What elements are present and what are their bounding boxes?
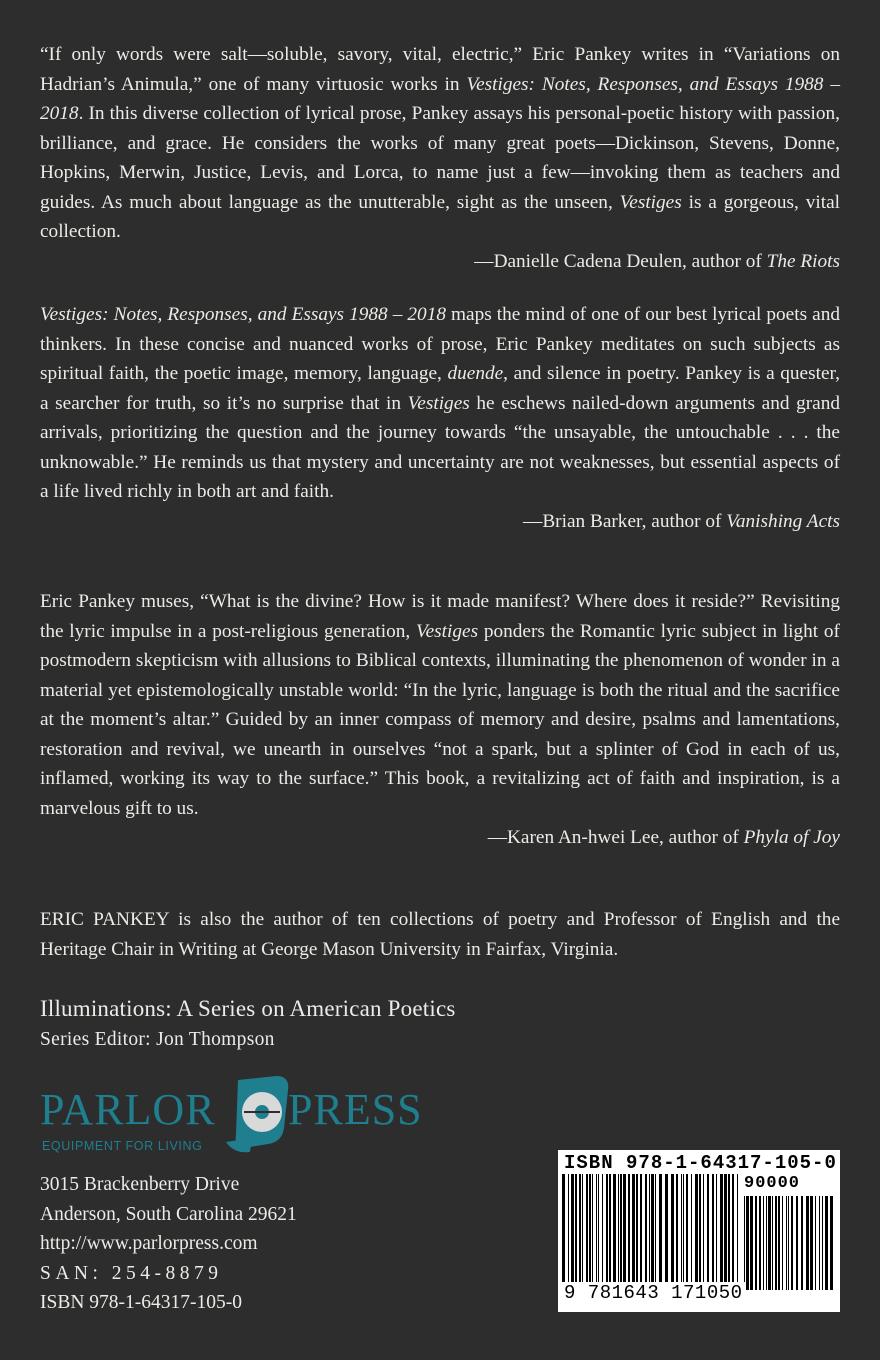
barcode-bar — [788, 1196, 789, 1290]
barcode-bar — [737, 1174, 738, 1290]
scroll-emblem-icon — [226, 1076, 288, 1152]
barcode-bar — [645, 1174, 647, 1290]
blurb-barker — [40, 300, 840, 536]
barcode-bar — [671, 1174, 674, 1290]
text-run: , and silence in poetry. Pankey is a quester, a searcher for truth, so it’s no surprise that in — [40, 363, 841, 414]
attribution-book-title: Vanishing Acts — [726, 510, 840, 532]
barcode-bar — [732, 1174, 734, 1290]
attribution-author: —Brian Barker, author of — [523, 510, 727, 532]
barcode-bar — [746, 1196, 749, 1290]
barcode-bar — [568, 1174, 569, 1290]
barcode-bar — [651, 1174, 654, 1290]
italic-run: duende — [447, 363, 504, 384]
blurb-text — [40, 591, 840, 819]
barcode-price-code: 90000 — [744, 1174, 801, 1193]
barcode-bar — [686, 1174, 688, 1290]
barcode-bar — [579, 1174, 581, 1290]
barcode-addon-bars — [744, 1196, 834, 1290]
barcode-bar — [782, 1196, 783, 1290]
barcode-bar — [602, 1174, 603, 1290]
address-line-1: 3015 Brackenberry Drive — [40, 1174, 240, 1195]
barcode-bar — [676, 1174, 678, 1290]
barcode-bar — [786, 1196, 787, 1290]
barcode-bar — [606, 1174, 608, 1290]
blurb-lee — [40, 587, 840, 853]
barcode-bar — [825, 1196, 828, 1290]
attribution-author: —Danielle Cadena Deulen, author of — [474, 250, 767, 272]
address-line-2: Anderson, South Carolina 29621 — [40, 1203, 297, 1225]
isbn-barcode — [558, 1150, 840, 1312]
barcode-bar — [744, 1196, 745, 1290]
blurb-text — [40, 44, 840, 242]
blurb-attribution — [40, 507, 840, 537]
text-run: is a gorgeous, vital collection. — [40, 191, 840, 242]
barcode-bar — [720, 1174, 723, 1290]
barcode-bar — [649, 1174, 650, 1290]
barcode-bar — [613, 1174, 616, 1290]
barcode-bar — [640, 1174, 642, 1290]
barcode-bar — [712, 1174, 714, 1290]
barcode-bar — [791, 1196, 793, 1290]
barcode-bar — [589, 1174, 591, 1290]
blurb-text — [40, 304, 840, 502]
series-title: Illuminations: A Series on American Poetics — [40, 996, 456, 1021]
publisher-address-block — [40, 1170, 297, 1318]
barcode-bar — [766, 1196, 767, 1290]
barcode-bar — [750, 1196, 753, 1290]
blurb-attribution — [40, 823, 840, 853]
barcode-bar — [691, 1174, 692, 1290]
publisher-isbn: ISBN 978-1-64317-105-0 — [40, 1292, 243, 1313]
barcode-bar — [623, 1174, 626, 1290]
barcode-bar — [632, 1174, 635, 1290]
text-run: . In this diverse collection of lyrical prose, Pankey assays his personal-poetic history with passion, brilliance, and grace. He considers the works of many great poets—Dickinson, Stevens, Donne, Hopkins, Merwin, Justice, Levis, and Lorca, to name just a few—invoking them as teachers and guides. As much about language as the unutterable, sight as the unseen, — [40, 103, 840, 213]
barcode-bar — [815, 1196, 816, 1290]
text-run: he eschews nailed-down arguments and grand arrivals, prioritizing the question and the journey towards “the unsayable, the untouchable . . . the unknowable.” He reminds us that mystery and uncertainty are not weaknesses, but essential aspects of a life lived richly in both art and faith. — [40, 392, 841, 502]
barcode-bar — [759, 1196, 761, 1290]
barcode-bar — [819, 1196, 820, 1290]
italic-run: Vestiges — [415, 620, 479, 642]
barcode-bar — [592, 1174, 593, 1290]
barcode-bar — [768, 1196, 771, 1290]
barcode-bar — [586, 1174, 588, 1290]
barcode-bar — [755, 1196, 757, 1290]
logo-tagline: EQUIPMENT FOR LIVING — [42, 1139, 203, 1153]
barcode-bar — [575, 1174, 577, 1290]
barcode-bar — [778, 1196, 780, 1290]
text-run: maps the mind of one of our best lyrical poets and thinkers. In these concise and nuanced works of prose, Eric Pankey meditates on such subjects as spiritual faith, the poetic image, memory, language, — [40, 304, 840, 384]
barcode-bar — [636, 1174, 638, 1290]
barcode-bar — [659, 1174, 662, 1290]
barcode-isbn-label: ISBN 978-1-64317-105-0 — [564, 1152, 837, 1174]
barcode-bar — [609, 1174, 611, 1290]
barcode-bar — [681, 1174, 682, 1290]
barcode-bar — [728, 1174, 730, 1290]
barcode-bar — [571, 1174, 574, 1290]
barcode-bar — [598, 1174, 599, 1290]
barcode-bar — [618, 1174, 619, 1290]
barcode-bar — [683, 1174, 684, 1290]
text-run: Eric Pankey muses, “What is the divine? How is it made manifest? Where does it reside?” Revisiting the lyric impulse in a post-religious generation, — [40, 591, 840, 642]
barcode-main-bars — [562, 1174, 738, 1290]
barcode-bar — [695, 1174, 698, 1290]
italic-run: Vestiges: Notes, Responses, and Essays 1988 – 2018 — [40, 304, 446, 325]
series-editor: Series Editor: Jon Thompson — [40, 1029, 275, 1050]
publisher-san: SAN: 254-8879 — [40, 1262, 223, 1284]
barcode-bar — [582, 1174, 583, 1290]
text-run: “If only words were salt—soluble, savory, vital, electric,” Eric Pankey writes in “Variations on Hadrian’s Animula,” one of many virtuosic works in — [40, 44, 840, 95]
barcode-bar — [775, 1196, 777, 1290]
attribution-book-title: The Riots — [766, 250, 840, 272]
barcode-bar — [596, 1174, 597, 1290]
barcode-bar — [562, 1174, 565, 1290]
logo-word-parlor: PARLOR — [40, 1085, 216, 1134]
barcode-bar — [620, 1174, 622, 1290]
barcode-bar — [772, 1196, 773, 1290]
barcode-bar — [655, 1174, 656, 1290]
barcode-digits: 9 781643 171050 — [564, 1282, 743, 1304]
attribution-book-title: Phyla of Joy — [743, 827, 840, 848]
italic-run: Vestiges: Notes, Responses, and Essays 1988 – 2018 — [40, 73, 840, 124]
barcode-bar — [703, 1174, 704, 1290]
text-run: ponders the Romantic lyric subject in light of postmodern skepticism with allusions to Biblical contexts, illuminating the phenomenon of wonder in a material yet epistemologically unstable world: “In the lyric, language is both the ritual and the sacrifice at the moment’s altar.” Guided by an inner compass of memory and desire, psalms and lamentations, restoration and revival, we unearth in ourselves “not a spark, but a splinter of God in each of us, inflamed, working its way to the surface.” This book, a revitalizing act of faith and inspiration, is a marvelous gift to us. — [40, 620, 840, 819]
barcode-bar — [699, 1174, 701, 1290]
barcode-bar — [716, 1174, 717, 1290]
barcode-bar — [763, 1196, 764, 1290]
barcode-bar — [665, 1174, 668, 1290]
barcode-bar — [822, 1196, 823, 1290]
author-bio: ERIC PANKEY is also the author of ten collections of poetry and Professor of English and the Heritage Chair in Writing at George Mason University in Fairfax, Virginia. — [40, 909, 840, 960]
publisher-website[interactable]: http://www.parlorpress.com — [40, 1233, 258, 1254]
attribution-author: —Karen An-hwei Lee, author of — [487, 827, 744, 848]
blurb-deulen — [40, 40, 840, 276]
parlor-press-logo — [38, 1072, 428, 1164]
italic-run: Vestiges — [407, 392, 470, 414]
barcode-bar — [830, 1196, 833, 1290]
barcode-bar — [724, 1174, 727, 1290]
blurb-attribution — [40, 247, 840, 277]
logo-word-press: PRESS — [288, 1085, 423, 1134]
barcode-bar — [801, 1196, 803, 1290]
barcode-bar — [628, 1174, 630, 1290]
italic-run: Vestiges — [619, 191, 682, 213]
barcode-bar — [810, 1196, 813, 1290]
barcode-bar — [806, 1196, 809, 1290]
barcode-bar — [796, 1196, 798, 1290]
barcode-bar — [707, 1174, 709, 1290]
